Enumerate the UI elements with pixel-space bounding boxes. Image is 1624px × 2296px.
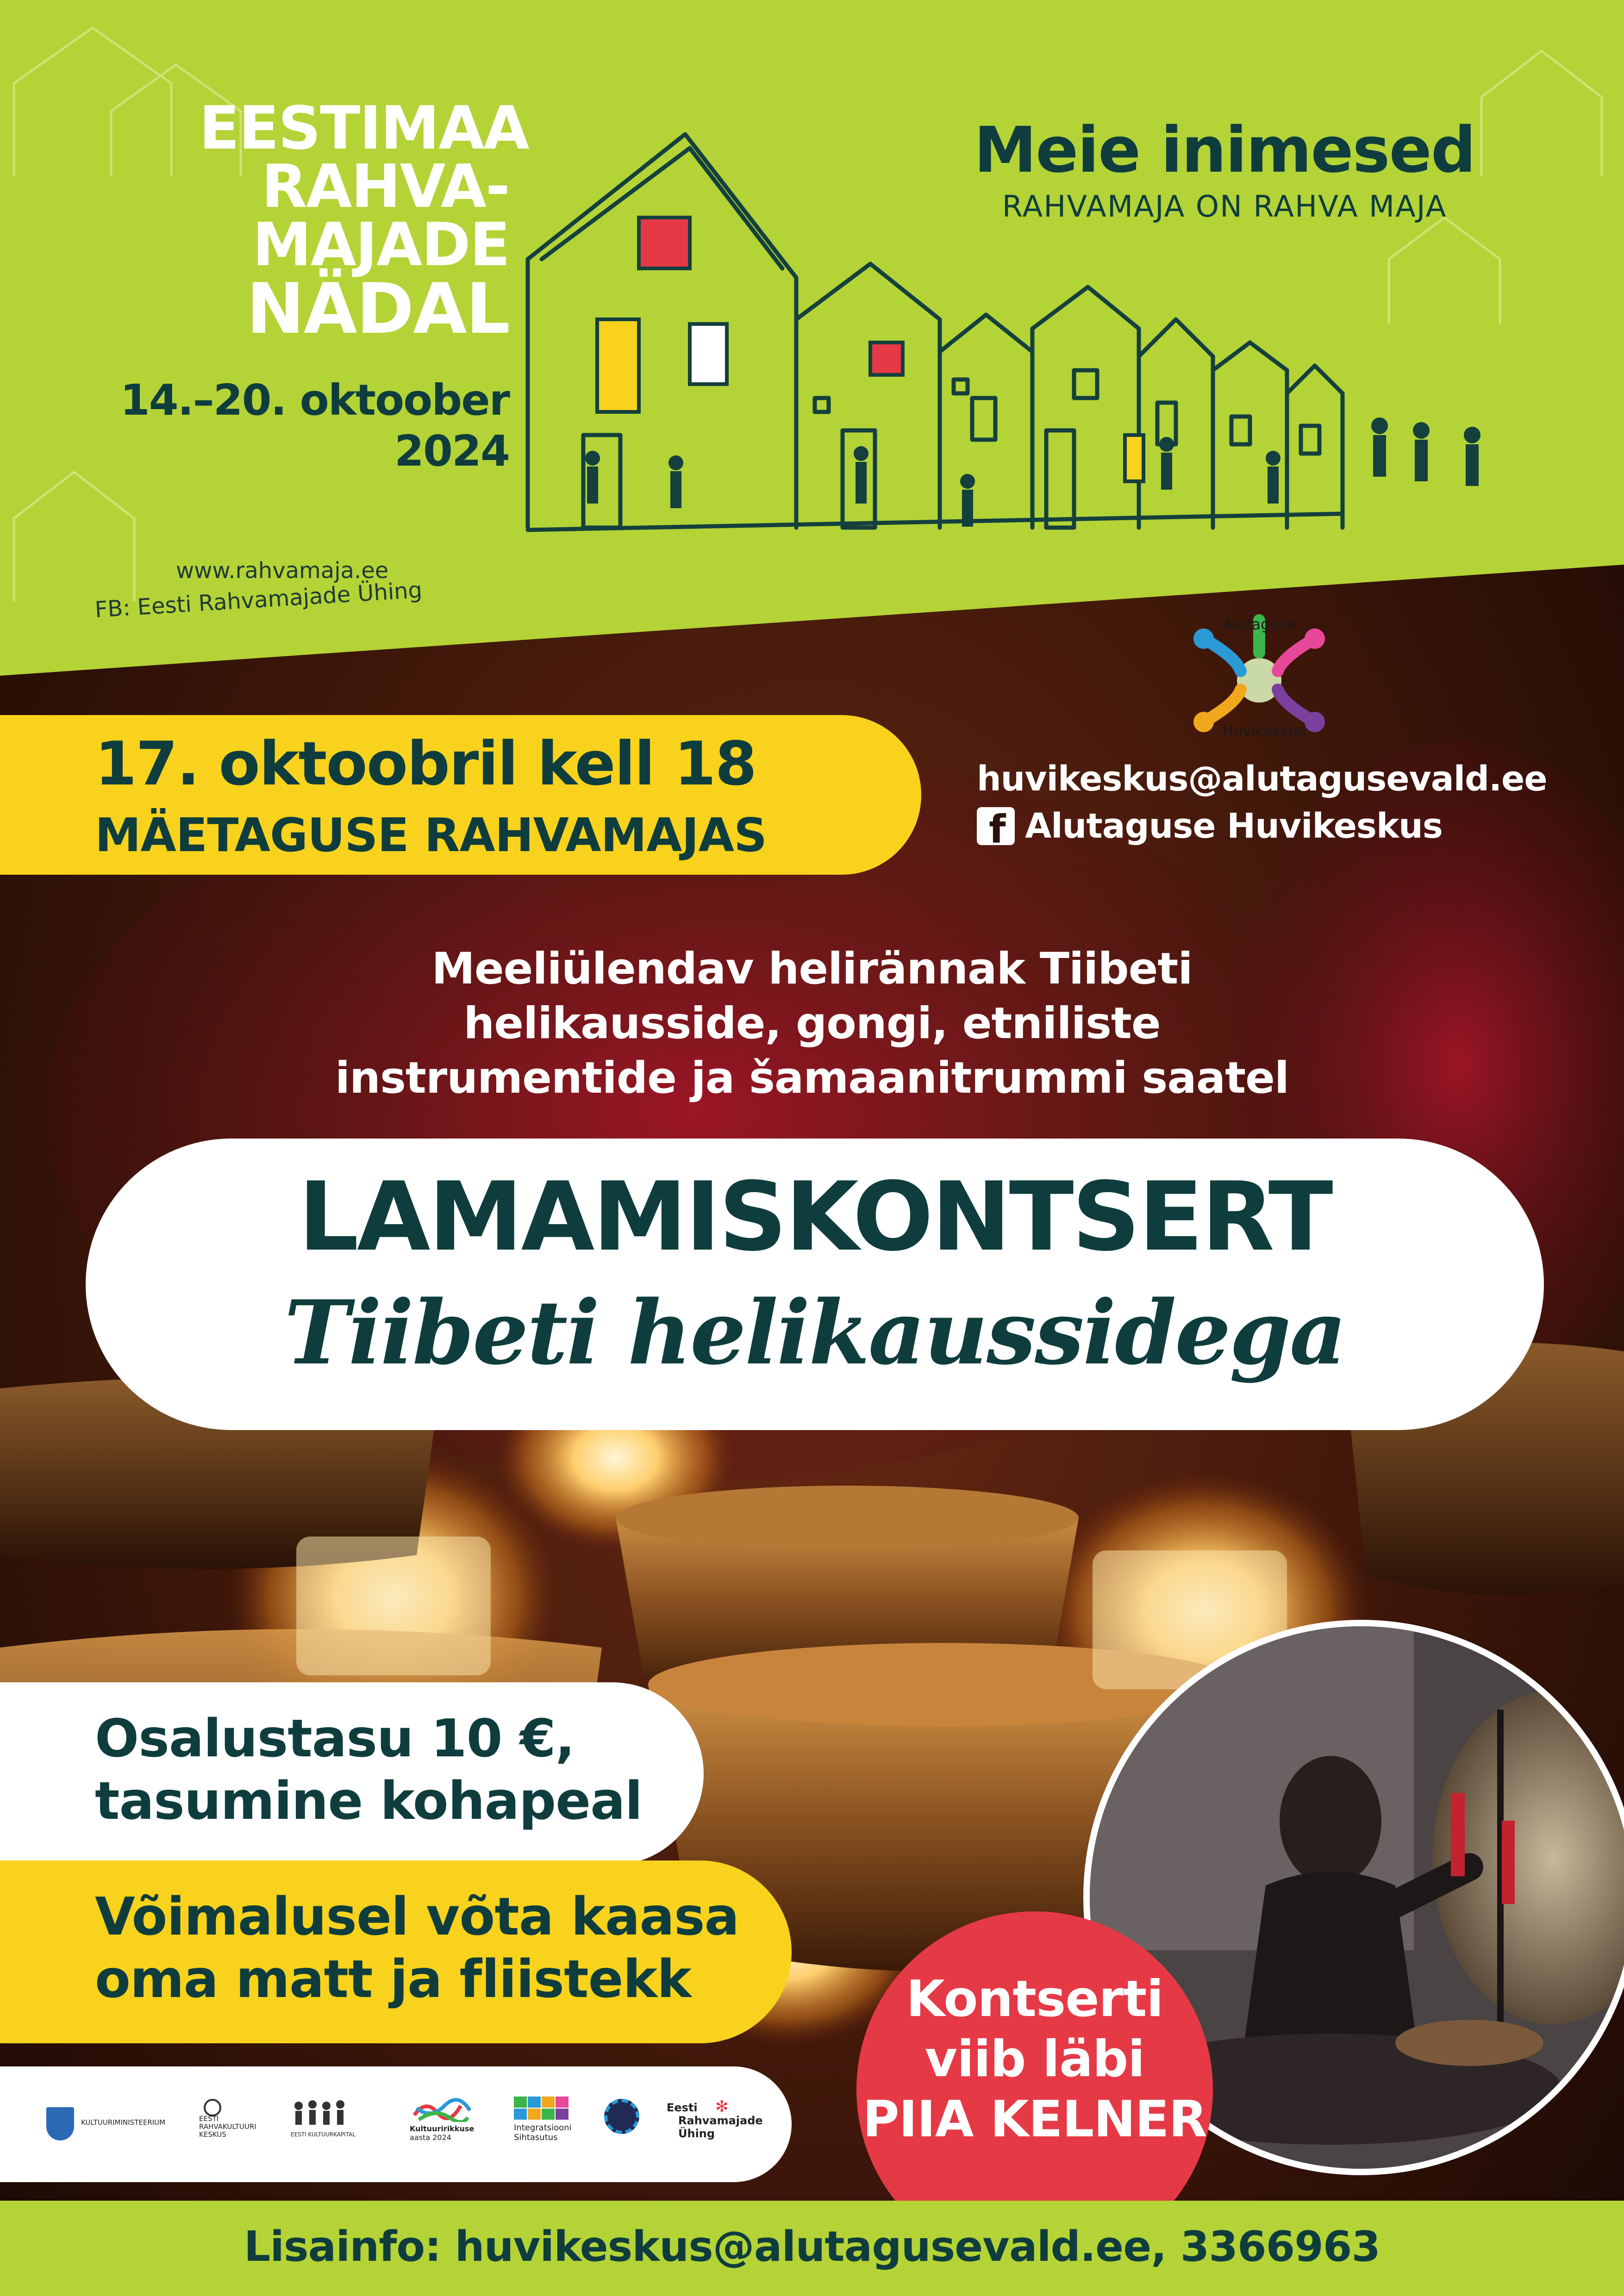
ministry-crest-icon bbox=[46, 2107, 74, 2140]
sponsor-text-line: KESKUS bbox=[199, 2130, 226, 2139]
dates-year: 2024 bbox=[394, 426, 509, 476]
sponsor-rahvakultuur bbox=[199, 2115, 256, 2139]
organizer-facebook[interactable] bbox=[977, 805, 1443, 852]
logo-top-text: Alutaguse bbox=[1222, 616, 1297, 633]
description-line: Meeliülendav helirännak Tiibeti bbox=[431, 944, 1193, 994]
kulturkapital-icon bbox=[292, 2099, 356, 2127]
dates-range: 14.–20. oktoober bbox=[120, 375, 509, 425]
fee-pill bbox=[0, 1682, 704, 1865]
event-description bbox=[0, 942, 1624, 1106]
sponsor-kultuuririkkuse bbox=[410, 2124, 474, 2142]
sponsor-text-line: aasta 2024 bbox=[410, 2133, 451, 2142]
event-series-title-line: RAHVA- bbox=[261, 152, 509, 221]
event-venue: MÄETAGUSE RAHVAMAJAS bbox=[95, 808, 767, 862]
rahvamajade-star-icon: ✻ bbox=[715, 2097, 729, 2116]
round-seal-icon bbox=[604, 2099, 639, 2134]
event-series-dates bbox=[83, 375, 509, 477]
performer-line: viib läbi bbox=[924, 2030, 1145, 2088]
sponsors-strip bbox=[0, 2066, 792, 2182]
sponsor-text-line: Integratsiooni bbox=[514, 2123, 572, 2133]
fee-line: Osalustasu 10 €, bbox=[95, 1709, 575, 1769]
event-series-title-line: EESTIMAA bbox=[199, 94, 529, 163]
kultuuririkkuse-icon bbox=[412, 2097, 472, 2122]
concert-subtitle: Tiibeti helikaussidega bbox=[284, 1281, 1345, 1384]
organizer-email[interactable]: huvikeskus@alutagusevald.ee bbox=[977, 759, 1547, 799]
sponsor-integratsioon bbox=[514, 2123, 572, 2142]
sponsor-text-line: EESTI bbox=[199, 2115, 219, 2123]
sponsor-text-line: Rahvamajade bbox=[678, 2114, 763, 2127]
bring-items-pill bbox=[0, 1860, 792, 2043]
slogan-title: Meie inimesed bbox=[974, 114, 1475, 187]
sponsor-text-line: Ühing bbox=[678, 2127, 715, 2140]
concert-title-pill bbox=[86, 1139, 1544, 1430]
rahvakultuur-icon bbox=[204, 2099, 221, 2116]
sponsor-text-line: Sihtasutus bbox=[514, 2133, 558, 2142]
footer-contact: Lisainfo: huvikeskus@alutagusevald.ee, 3366963 bbox=[244, 2222, 1380, 2271]
header-facebook[interactable]: FB: Eesti Rahvamajade Ühing bbox=[94, 577, 423, 623]
footer-bar bbox=[0, 2201, 1624, 2296]
sponsor-text-line: Kultuuririkkuse bbox=[410, 2124, 475, 2133]
event-series-title-line: MAJADE bbox=[252, 211, 509, 280]
sponsor-kulturkapital: EESTI KULTUURKAPITAL bbox=[291, 2131, 356, 2138]
event-series-title-line: NÄDAL bbox=[246, 269, 509, 349]
slogan-subtitle: RAHVAMAJA ON RAHVA MAJA bbox=[1002, 190, 1447, 224]
website-link[interactable]: www.rahvamaja.ee bbox=[176, 558, 389, 584]
huvikeskus-logo bbox=[1185, 606, 1333, 754]
bring-line: Võimalusel võta kaasa bbox=[95, 1887, 739, 1947]
integratsioon-puzzle-icon bbox=[514, 2097, 569, 2120]
description-line: helikausside, gongi, etniliste bbox=[463, 998, 1161, 1049]
bring-line: oma matt ja fliistekk bbox=[95, 1949, 691, 2010]
performer-line: Kontserti bbox=[906, 1970, 1163, 2028]
description-line: instrumentide ja šamaanitrummi saatel bbox=[335, 1053, 1289, 1103]
event-series-title bbox=[199, 94, 529, 349]
event-date-time: 17. oktoobril kell 18 bbox=[95, 728, 756, 799]
sponsor-kulturiministeerium: KULTUURIMINISTEERIUM bbox=[81, 2118, 166, 2127]
sponsor-text-line: Eesti bbox=[667, 2101, 698, 2114]
date-venue-pill bbox=[0, 715, 921, 875]
concert-title: LAMAMISKONTSERT bbox=[298, 1162, 1331, 1272]
facebook-page-name: Alutaguse Huvikeskus bbox=[1025, 806, 1443, 846]
logo-bottom-text: Huvikeskus bbox=[1222, 722, 1306, 740]
sponsor-text-line: RAHVAKULTUURI bbox=[199, 2122, 256, 2131]
sponsor-rahvamajade bbox=[667, 2097, 763, 2140]
performer-name: PIIA KELNER bbox=[862, 2091, 1207, 2148]
fee-line: tasumine kohapeal bbox=[95, 1771, 643, 1831]
facebook-icon: f bbox=[977, 807, 1015, 845]
